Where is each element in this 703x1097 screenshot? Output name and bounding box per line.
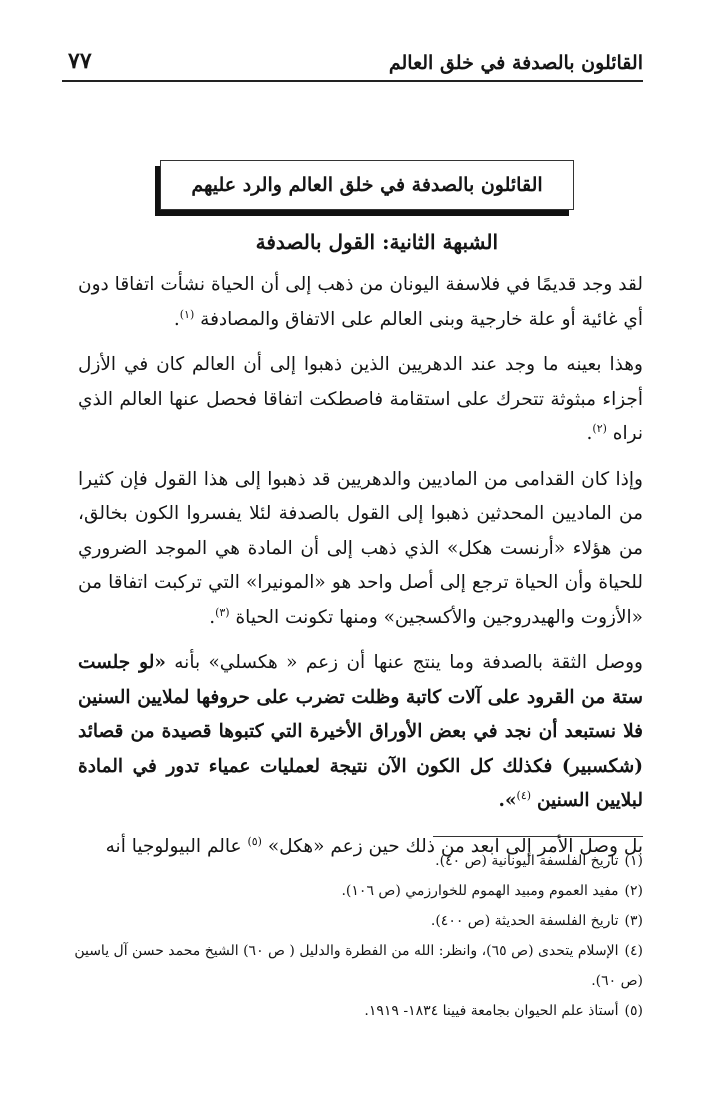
chapter-title: القائلون بالصدفة في خلق العالم والرد عليهم <box>191 174 543 196</box>
paragraph-text: لقد وجد قديمًا في فلاسفة اليونان من ذهب إلى أن الحياة نشأت اتفاقا دون أي غائية أو علة خارجية وبنى العالم على الاتفاق والمصادفة <box>78 274 643 330</box>
footnote-text: مفيد العموم ومبيد الهموم للخوارزمي (ص ١٠٦). <box>341 883 619 899</box>
footnote-text: الإسلام يتحدى (ص ٦٥)، وانظر: الله من الفطرة والدليل ( ص ٦٠) الشيخ محمد حسن آل ياسين (ص ٦٠). <box>74 943 643 989</box>
paragraph-text: بل وصل الأمر إلى ابعد من ذلك حين زعم «هكل» <box>267 835 643 857</box>
footnote-text: تاريخ الفلسفة اليونانية (ص ٤٠). <box>435 853 619 869</box>
paragraph-2 <box>78 348 643 452</box>
footnote-text: تاريخ الفلسفة الحديثة (ص ٤٠٠). <box>430 913 619 929</box>
footnote-3 <box>70 906 643 936</box>
body-text <box>78 268 643 875</box>
footnote-4 <box>70 936 643 996</box>
quoted-bold-text: «لو جلست ستة من القرود على آلات كاتبة وظلت تضرب على حروفها لملايين السنين فلا نستبعد أن نجد في بعض الأوراق الأخيرة التي كتبوها قصيدة من قصائد (شكسبير) فكذلك كل الكون الآن نتيجة لعمليات عمياء تدور في المادة لبلايين السنين <box>78 652 643 811</box>
footnote-2 <box>70 876 643 906</box>
footnote-number: (٢) <box>624 883 643 899</box>
footnote-number: (٣) <box>624 913 643 929</box>
footnote-ref: (٣) <box>215 605 230 619</box>
footnotes <box>70 846 643 1026</box>
paragraph-end: . <box>586 423 593 444</box>
paragraph-4 <box>78 646 643 819</box>
footnote-5 <box>70 996 643 1026</box>
footnote-number: (٥) <box>624 1003 643 1019</box>
paragraph-end: . <box>209 606 216 628</box>
footnote-ref: (١) <box>179 307 195 321</box>
paragraph-text: ووصل الثقة بالصدفة وما ينتج عنها أن زعم « هكسلي» بأنه <box>165 652 643 673</box>
footnote-1 <box>70 846 643 876</box>
paragraph-end: ». <box>498 790 517 811</box>
paragraph-text: وإذا كان القدامى من الماديين والدهريين قد ذهبوا إلى هذا القول فإن كثيرا من الماديين المحدثين ذهبوا إلى القول بالصدفة لئلا يفسروا الكون بخالق، من هؤلاء «أرنست هكل» الذي ذهب إلى أن المادة هي الموجد الضروري للحياة وأن الحياة ترجع إلى أصل واحد هو «المونيرا» التي تركبت اتفاقا من «الأزوت والهيدروجين والأكسجين» ومنها تكونت الحياة <box>78 468 643 628</box>
footnote-ref: (٢) <box>592 421 607 435</box>
footnote-ref: (٥) <box>247 834 262 848</box>
footnote-number: (١) <box>624 853 643 869</box>
paragraph-text: وهذا بعينه ما وجد عند الدهريين الذين ذهبوا إلى أن العالم كان في الأزل أجزاء مبثوثة تتحرك على استقامة فاصطكت اتفاقا فحصل عنها العالم الذي نراه <box>78 354 643 444</box>
running-title: القائلون بالصدفة في خلق العالم <box>388 52 643 74</box>
footnote-number: (٤) <box>624 943 643 959</box>
paragraph-3 <box>78 463 643 636</box>
page-number: ٧٧ <box>68 48 92 74</box>
paragraph-1 <box>78 268 643 337</box>
footnote-text: أستاذ علم الحيوان بجامعة فيينا ١٨٣٤- ١٩١٩. <box>364 1003 619 1019</box>
chapter-title-box <box>160 160 574 210</box>
footnote-divider <box>433 836 643 837</box>
paragraph-text-after: عالم البيولوجيا أنه <box>105 835 248 857</box>
footnote-ref: (٤) <box>516 788 532 802</box>
section-heading: الشبهة الثانية: القول بالصدفة <box>255 230 498 254</box>
running-header <box>62 46 643 82</box>
paragraph-end: . <box>173 308 180 330</box>
